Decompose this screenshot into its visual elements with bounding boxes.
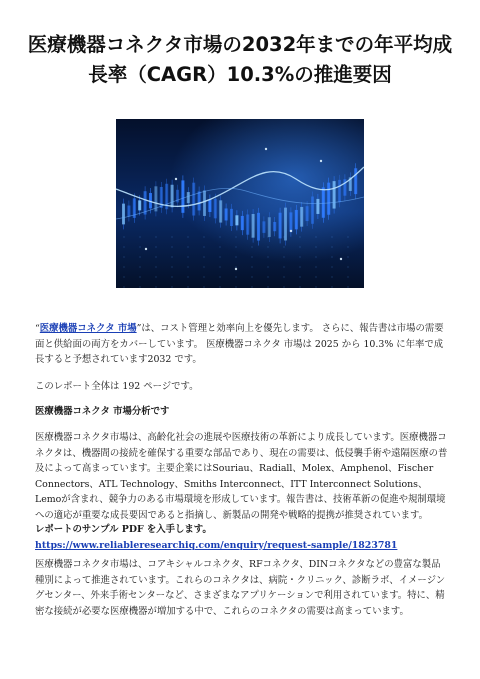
grid-dot <box>155 266 156 267</box>
grid-dot <box>203 246 204 247</box>
grid-dot <box>251 246 252 247</box>
grid-dot <box>123 246 124 247</box>
grid-dot <box>187 236 188 237</box>
candle-body <box>122 204 125 225</box>
grid-dot <box>283 286 284 287</box>
market-link[interactable]: 医療機器コネクタ 市場 <box>39 323 137 334</box>
grid-dot <box>283 266 284 267</box>
grid-dot <box>331 276 332 277</box>
grid-dot <box>139 276 140 277</box>
candle-body <box>316 199 319 214</box>
page-title: 医療機器コネクタ市場の2032年までの年平均成長率（CAGR）10.3%の推進要因 <box>27 33 453 86</box>
grid-dot <box>347 286 348 287</box>
candle-body <box>235 215 238 225</box>
grid-dot <box>203 286 204 287</box>
candle-body <box>279 213 282 239</box>
grid-dot <box>235 246 236 247</box>
candle-body <box>208 200 211 212</box>
grid-dot <box>139 286 140 287</box>
sparkle <box>175 178 177 180</box>
candle-body <box>257 213 260 241</box>
segments-paragraph <box>35 557 449 619</box>
candle-body <box>138 200 141 210</box>
sparkle <box>265 148 267 150</box>
grid-dot <box>155 236 156 237</box>
grid-dot <box>123 266 124 267</box>
hero-image <box>116 119 364 288</box>
intro-paragraph <box>35 321 449 368</box>
grid-dot <box>331 286 332 287</box>
grid-dot <box>171 276 172 277</box>
sparkle <box>320 160 322 162</box>
grid-dot <box>219 256 220 257</box>
grid-dot <box>235 256 236 257</box>
grid-dot <box>203 236 204 237</box>
grid-dot <box>267 246 268 247</box>
sparkle <box>340 258 342 260</box>
grid-dot <box>299 246 300 247</box>
segments-text: 医療機器コネクタ市場は、コアキシャルコネクタ、RFコネクタ、DINコネクタなどの豊富な製品種別によって推進されています。これらのコネクタは、病院・クリニック、診断ラボ、イメージングセンター、外来手術センターなど、さまざまなアプリケーションで利用されています。特に、精密な接続が必要な医療機器が増加する中で、これらのコネクタの需要は高まっています。 <box>35 559 446 617</box>
candle-body <box>268 217 271 237</box>
candle-body <box>333 181 336 208</box>
grid-dot <box>331 266 332 267</box>
grid-dot <box>171 266 172 267</box>
grid-dot <box>267 266 268 267</box>
grid-dot <box>299 286 300 287</box>
grid-dot <box>267 276 268 277</box>
grid-dot <box>331 256 332 257</box>
grid-dot <box>171 236 172 237</box>
grid-dot <box>187 246 188 247</box>
grid-dot <box>283 256 284 257</box>
candle-body <box>230 209 233 226</box>
grid-dot <box>123 286 124 287</box>
grid-dot <box>155 276 156 277</box>
page-count-note <box>35 379 449 395</box>
candle-body <box>306 206 309 221</box>
candle-body <box>354 168 357 194</box>
candle-body <box>219 200 222 222</box>
grid-dot <box>219 276 220 277</box>
grid-dot <box>219 246 220 247</box>
analysis-heading <box>35 404 449 420</box>
sample-request <box>35 522 449 553</box>
candle-body <box>181 180 184 212</box>
grid-dot <box>171 246 172 247</box>
grid-dot <box>267 256 268 257</box>
candle-body <box>241 216 244 230</box>
grid-dot <box>315 236 316 237</box>
candle-body <box>289 212 292 231</box>
sample-request-link[interactable]: https://www.reliableresearchiq.com/enquiry/request-sample/1823781 <box>35 539 398 551</box>
sample-label: レポートのサンプル PDF を入手します。 <box>35 524 212 535</box>
grid-dot <box>235 266 236 267</box>
grid-dot <box>235 276 236 277</box>
grid-dot <box>251 266 252 267</box>
grid-dot <box>203 266 204 267</box>
grid-dot <box>187 276 188 277</box>
candle-body <box>327 183 330 215</box>
candle-body <box>171 185 174 208</box>
grid-dot <box>187 286 188 287</box>
grid-dot <box>347 276 348 277</box>
grid-dot <box>347 236 348 237</box>
grid-dot <box>347 266 348 267</box>
grid-dot <box>235 286 236 287</box>
hero-glow <box>116 119 364 288</box>
grid-dot <box>155 246 156 247</box>
candle-body <box>127 206 130 217</box>
grid-dot <box>219 266 220 267</box>
candle-body <box>192 183 195 216</box>
grid-dot <box>299 266 300 267</box>
candle-body <box>311 196 314 223</box>
grid-dot <box>331 246 332 247</box>
candle-body <box>338 180 341 202</box>
grid-dot <box>187 256 188 257</box>
analysis-paragraph <box>35 430 449 523</box>
grid-dot <box>187 266 188 267</box>
candle-body <box>246 214 249 234</box>
candle-body <box>295 210 298 229</box>
candle-body <box>198 192 201 211</box>
candle-body <box>262 221 265 233</box>
sparkle <box>235 268 237 270</box>
grid-dot <box>315 246 316 247</box>
grid-dot <box>219 236 220 237</box>
candle-body <box>322 187 325 217</box>
candle-body <box>203 190 206 215</box>
grid-dot <box>139 266 140 267</box>
grid-dot <box>251 286 252 287</box>
candle-body <box>214 199 217 219</box>
grid-dot <box>139 256 140 257</box>
grid-dot <box>203 276 204 277</box>
candle-body <box>300 207 303 227</box>
candle-body <box>187 192 190 203</box>
candle-body <box>225 208 228 220</box>
grid-dot <box>235 236 236 237</box>
candle-body <box>284 208 287 241</box>
grid-dot <box>123 256 124 257</box>
candle-body <box>273 222 276 231</box>
grid-dot <box>347 256 348 257</box>
open-quote: “ <box>35 323 40 334</box>
grid-dot <box>251 276 252 277</box>
financial-chart-illustration <box>116 119 364 288</box>
sparkle <box>290 230 292 232</box>
grid-dot <box>155 286 156 287</box>
grid-dot <box>123 276 124 277</box>
grid-dot <box>283 276 284 277</box>
grid-dot <box>267 286 268 287</box>
grid-dot <box>139 246 140 247</box>
grid-dot <box>315 256 316 257</box>
grid-dot <box>299 256 300 257</box>
grid-dot <box>283 246 284 247</box>
grid-dot <box>203 256 204 257</box>
sparkle <box>145 248 147 250</box>
grid-dot <box>219 286 220 287</box>
grid-dot <box>251 256 252 257</box>
intro-text: ”は、コスト管理と効率向上を優先します。 さらに、報告書は市場の需要面と供給面の両方をカバーしています。 医療機器コネクタ 市場は 2025 から 10.3% に年率で成長すると予想されています2032 です。 <box>35 323 444 365</box>
grid-dot <box>347 246 348 247</box>
grid-dot <box>171 256 172 257</box>
candle-body <box>252 214 255 238</box>
grid-dot <box>123 236 124 237</box>
grid-dot <box>331 236 332 237</box>
grid-dot <box>299 236 300 237</box>
analysis-text: 医療機器コネクタ市場は、高齢化社会の進展や医療技術の革新により成長しています。医療機器コネクタは、機器間の接続を確保する重要な部品であり、現在の需要は、低侵襲手術や遠隔医療の普及によって高まっています。主要企業にはSouriau、Radiall、Molex、Amphenol、Fischer Connectors、ATL Technology、Smiths Interconnect、ITT Interconnect Solutions、Lemoが含まれ、競争力のある市場環境を形成しています。報告書は、技術革新の促進や規制環境への適応が重要な成長要因であると指摘し、新製品の開発や戦略的提携が推奨されています。 <box>35 432 448 521</box>
grid-dot <box>155 256 156 257</box>
grid-dot <box>315 266 316 267</box>
grid-dot <box>139 236 140 237</box>
grid-dot <box>315 286 316 287</box>
analysis-heading-text: 医療機器コネクタ 市場分析です <box>35 406 170 417</box>
grid-dot <box>315 276 316 277</box>
page-count-text: このレポート全体は 192 ページです。 <box>35 381 199 392</box>
grid-dot <box>299 276 300 277</box>
grid-dot <box>171 286 172 287</box>
